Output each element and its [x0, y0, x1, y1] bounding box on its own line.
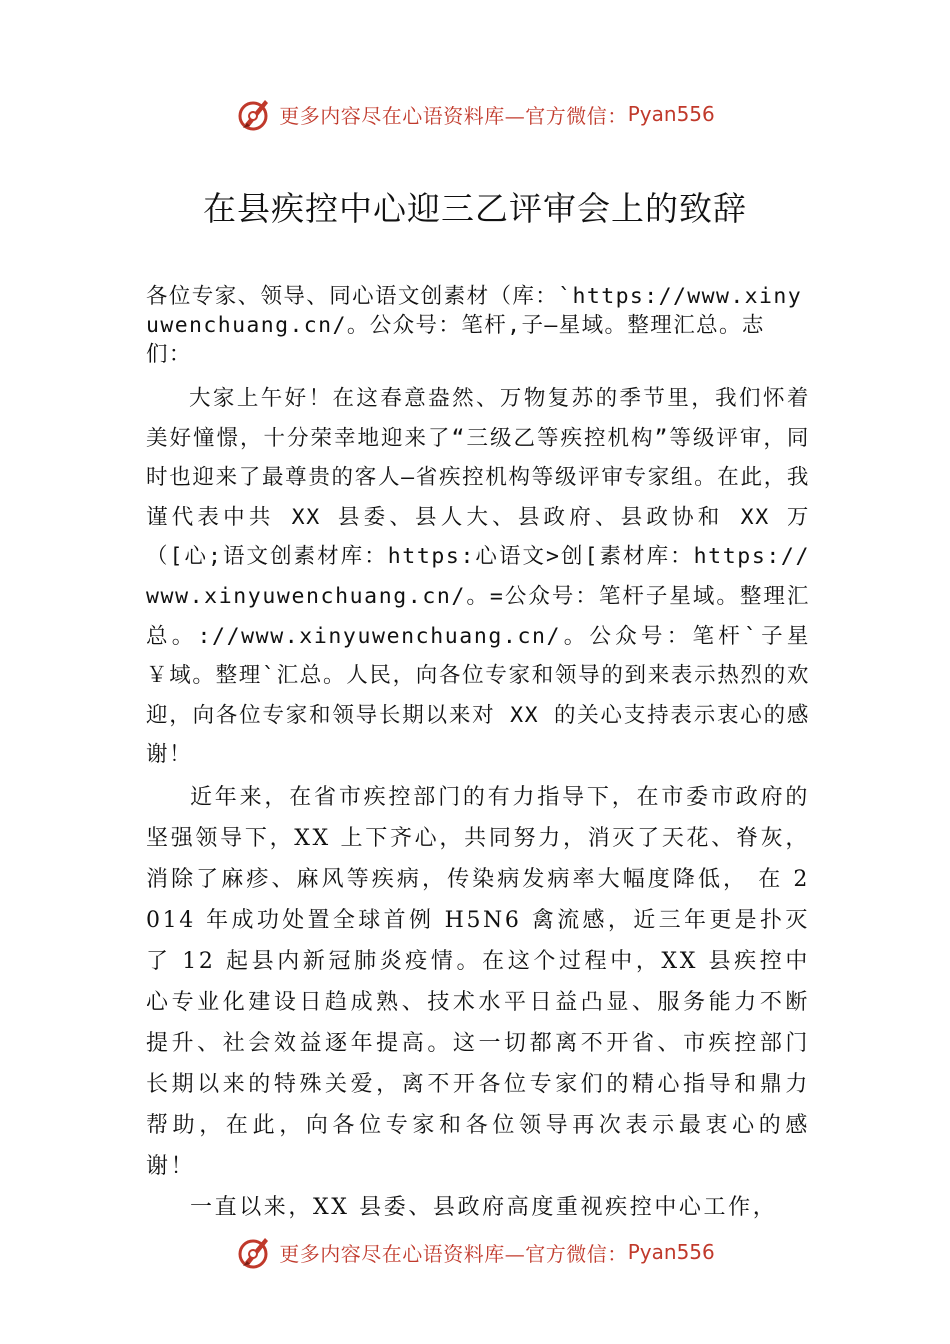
banner-wechat-handle: Pyan556	[627, 102, 715, 126]
banner-text: 更多内容尽在心语资料库—官方微信：	[279, 103, 628, 128]
quill-pen-logo-icon	[235, 94, 275, 134]
header-banner	[0, 92, 950, 136]
banner-text: 更多内容尽在心语资料库—官方微信：	[279, 1241, 628, 1266]
paragraph-1: 大家上午好！在这春意盎然、万物复苏的季节里，我们怀着美好憧憬，十分荣幸地迎来了“三级乙等疾控机构”等级评审，同时也迎来了最尊贵的客人—省疾控机构等级评审专家组。在此，我谨代表中共 XX 县委、县人大、县政府、县政协和 XX 万（[心;语文创素材库：https:心语文>创[素材库：https://www.xinyuwenchuang.cn/。=公众号：笔杆子星域。整理汇总。://www.xinyuwenchuang.cn/。公众号：笔杆`子星￥域。整理`汇总。人民，向各位专家和领导的到来表示热烈的欢迎，向各位专家和领导长期以来对 XX 的关心支持表示衷心的感谢！	[146, 386, 810, 768]
salutation: 各位专家、领导、同心语文创素材（库：`https://www.xinyuwenchuang.cn/。公众号：笔杆,子—星域。整理汇总。志们：	[146, 284, 803, 367]
document-body	[146, 282, 810, 1228]
footer-banner	[0, 1230, 950, 1274]
quill-pen-logo-icon	[235, 1232, 275, 1272]
banner-wechat-handle: Pyan556	[627, 1240, 715, 1264]
document-title: 在县疾控中心迎三乙评审会上的致辞	[203, 189, 747, 228]
paragraph-3: 一直以来，XX 县委、县政府高度重视疾控中心工作，	[190, 1194, 778, 1220]
paragraph-2: 近年来，在省市疾控部门的有力指导下，在市委市政府的坚强领导下，XX 上下齐心，共同努力，消灭了天花、脊灰，消除了麻疹、麻风等疾病，传染病发病率大幅度降低， 在 2014 年成功处置全球首例 H5N6 禽流感，近三年更是扑灭了 12 起县内新冠肺炎疫情。在这个过程中，XX 县疾控中心专业化建设日趋成熟、技术水平日益凸显、服务能力不断提升、社会效益逐年提高。这一切都离不开省、市疾控部门长期以来的特殊关爱，离不开各位专家们的精心指导和鼎力帮助，在此，向各位专家和各位领导再次表示最衷心的感谢！	[146, 784, 810, 1179]
